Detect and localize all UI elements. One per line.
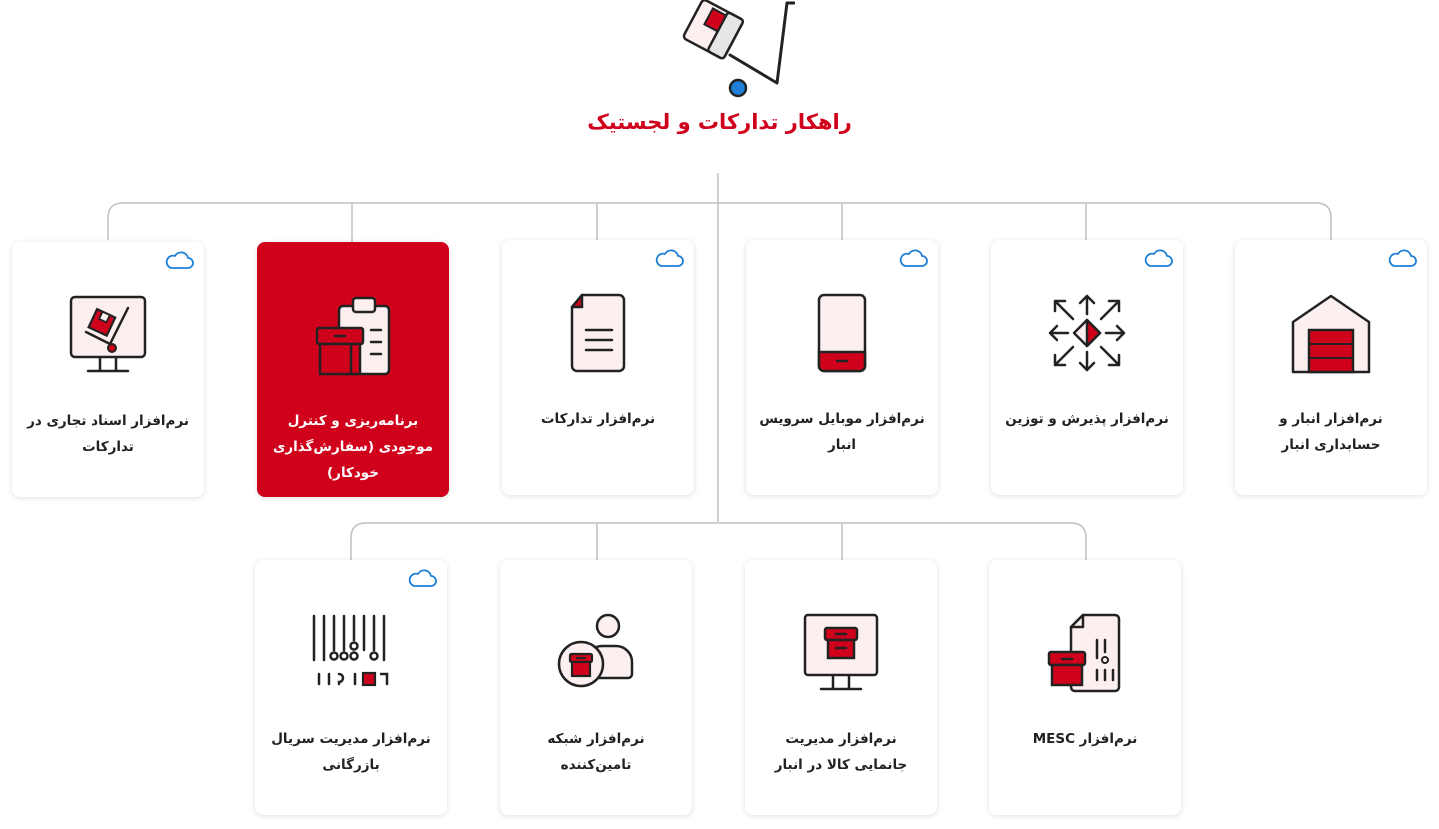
card-reception-weighing[interactable] (991, 240, 1183, 495)
clipboard-box-icon (313, 294, 393, 376)
card-inventory-planning[interactable] (257, 242, 449, 497)
card-slotting[interactable] (745, 560, 937, 815)
card-label: نرم‌افزار موبایل سرویس انبار (759, 411, 925, 453)
barcode-icon (311, 612, 391, 694)
supplier-user-icon (556, 612, 636, 694)
cloud-icon (898, 248, 928, 268)
cloud-icon (407, 568, 437, 588)
card-label: برنامه‌ریزی و کنترل موجودی (سفارش‌گذاری خودکار) (272, 413, 434, 481)
card-mesc[interactable] (989, 560, 1181, 815)
card-label: نرم‌افزار مدیریت جانمایی کالا در انبار (774, 731, 908, 773)
card-warehouse[interactable] (1235, 240, 1427, 495)
header (0, 0, 1439, 150)
monitor-trolley-icon (68, 294, 148, 376)
card-label: نرم‌افزار MESC (1032, 731, 1138, 747)
cloud-icon (1143, 248, 1173, 268)
card-label: نرم‌افزار اسناد تجاری در تدارکات (27, 413, 189, 455)
card-label: نرم‌افزار انبار و حسابداری انبار (1279, 411, 1383, 453)
warehouse-icon (1291, 292, 1371, 374)
card-label: نرم‌افزار مدیریت سریال بازرگانی (271, 731, 431, 773)
cloud-icon (654, 248, 684, 268)
document-icon (558, 292, 638, 374)
card-mobile-warehouse[interactable] (746, 240, 938, 495)
box-document-icon (1045, 612, 1125, 694)
card-label: نرم‌افزار تدارکات (540, 411, 656, 427)
cloud-icon (164, 250, 194, 270)
distribution-arrows-icon (1047, 292, 1127, 374)
card-label: نرم‌افزار پذیرش و توزین (1005, 411, 1169, 427)
card-supplier-network[interactable] (500, 560, 692, 815)
mobile-phone-icon (802, 292, 882, 374)
cloud-icon (1387, 248, 1417, 268)
card-procurement[interactable] (502, 240, 694, 495)
card-label: نرم‌افزار شبکه تامین‌کننده (547, 731, 645, 773)
card-serial-management[interactable] (255, 560, 447, 815)
monitor-box-icon (801, 612, 881, 694)
trolley-box-icon (660, 0, 795, 100)
card-trade-documents[interactable] (12, 242, 204, 497)
page-title: راهکار تدارکات و لجستیک (587, 110, 852, 134)
